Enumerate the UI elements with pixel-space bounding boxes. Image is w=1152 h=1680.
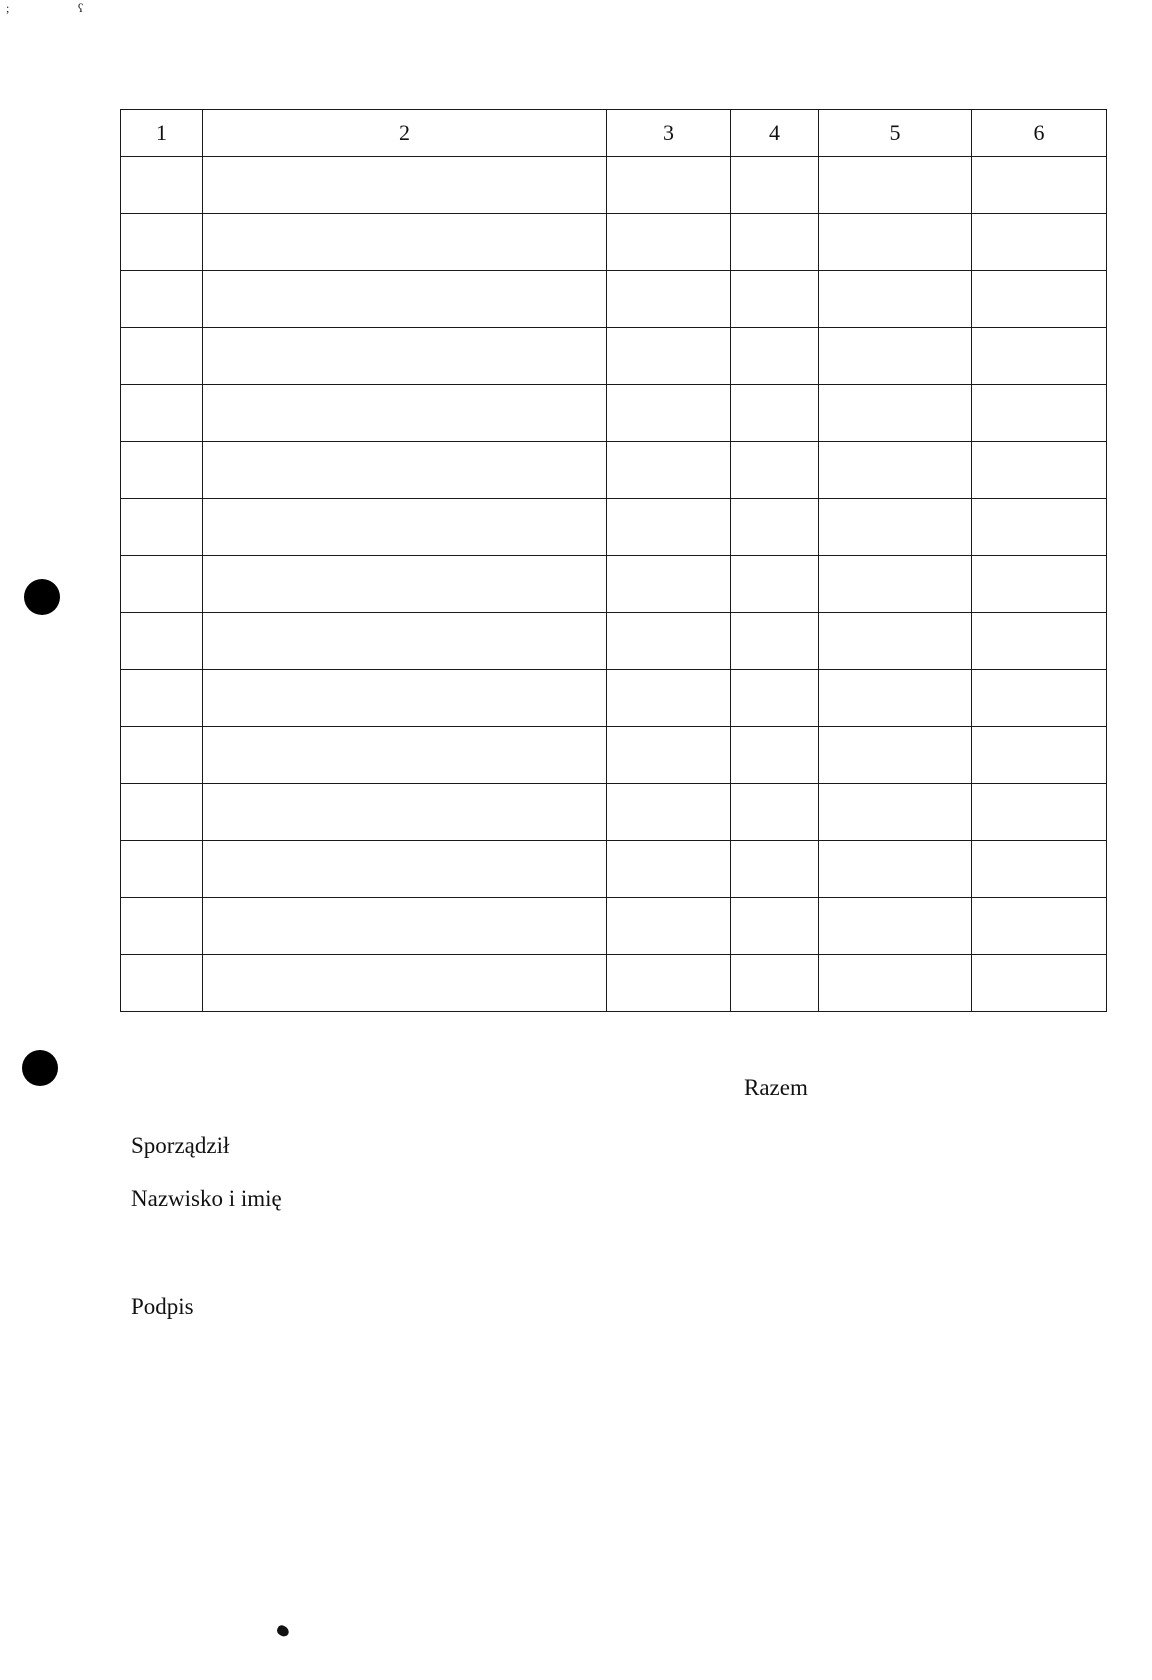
table-cell: [607, 442, 731, 499]
table-cell: [819, 670, 972, 727]
table-row: [121, 442, 1107, 499]
table-cell: [731, 157, 819, 214]
table-cell: [203, 727, 607, 784]
ink-blot: [275, 1624, 290, 1638]
table-row: [121, 157, 1107, 214]
table-row: [121, 841, 1107, 898]
table-cell: [972, 328, 1107, 385]
table-row: [121, 670, 1107, 727]
table-cell: [607, 727, 731, 784]
table-row: [121, 328, 1107, 385]
table-cell: [731, 613, 819, 670]
table-cell: [607, 385, 731, 442]
table-cell: [731, 727, 819, 784]
form-table: [120, 109, 1107, 1012]
table-cell: [607, 157, 731, 214]
column-header: 3: [607, 110, 731, 157]
column-header: 1: [121, 110, 203, 157]
table-cell: [203, 214, 607, 271]
table-cell: [121, 955, 203, 1012]
table-row: [121, 898, 1107, 955]
table-cell: [607, 271, 731, 328]
table-cell: [607, 670, 731, 727]
table-row: [121, 955, 1107, 1012]
table-cell: [203, 442, 607, 499]
table-cell: [607, 955, 731, 1012]
table-cell: [972, 556, 1107, 613]
table-cell: [972, 898, 1107, 955]
table-cell: [121, 670, 203, 727]
table-cell: [819, 271, 972, 328]
table-cell: [819, 385, 972, 442]
table-body: [121, 157, 1107, 1012]
table-cell: [203, 841, 607, 898]
signature-label: Podpis: [131, 1294, 194, 1319]
table-cell: [819, 442, 972, 499]
table-cell: [607, 898, 731, 955]
table-cell: [731, 385, 819, 442]
table-cell: [819, 841, 972, 898]
table-cell: [731, 784, 819, 841]
table-row: [121, 784, 1107, 841]
table-cell: [731, 499, 819, 556]
table-cell: [121, 499, 203, 556]
table-cell: [607, 841, 731, 898]
table-cell: [203, 613, 607, 670]
table-cell: [203, 385, 607, 442]
table-cell: [972, 670, 1107, 727]
table-row: [121, 214, 1107, 271]
table-row: [121, 499, 1107, 556]
table-cell: [203, 670, 607, 727]
table-cell: [819, 499, 972, 556]
table-cell: [819, 157, 972, 214]
table-cell: [121, 898, 203, 955]
table-cell: [731, 214, 819, 271]
table-cell: [121, 328, 203, 385]
table-cell: [731, 556, 819, 613]
table-cell: [203, 556, 607, 613]
table-cell: [731, 328, 819, 385]
table-cell: [819, 898, 972, 955]
form-table-container: [120, 109, 1106, 1012]
table-row: [121, 613, 1107, 670]
table-cell: [731, 898, 819, 955]
table-cell: [121, 385, 203, 442]
table-cell: [203, 157, 607, 214]
table-cell: [972, 499, 1107, 556]
table-cell: [731, 955, 819, 1012]
table-cell: [972, 784, 1107, 841]
punch-hole: [24, 579, 60, 615]
column-header: 5: [819, 110, 972, 157]
table-cell: [819, 328, 972, 385]
name-label: Nazwisko i imię: [131, 1186, 282, 1211]
table-row: [121, 271, 1107, 328]
table-cell: [972, 157, 1107, 214]
table-cell: [121, 556, 203, 613]
table-row: [121, 727, 1107, 784]
table-cell: [972, 214, 1107, 271]
column-header: 4: [731, 110, 819, 157]
table-cell: [121, 784, 203, 841]
table-cell: [972, 613, 1107, 670]
column-header: 2: [203, 110, 607, 157]
table-cell: [819, 556, 972, 613]
table-cell: [203, 898, 607, 955]
table-cell: [819, 613, 972, 670]
prepared-by-label: Sporządził: [131, 1133, 230, 1158]
column-header: 6: [972, 110, 1107, 157]
table-cell: [819, 214, 972, 271]
table-cell: [731, 841, 819, 898]
table-cell: [607, 556, 731, 613]
table-cell: [203, 784, 607, 841]
table-cell: [972, 955, 1107, 1012]
table-cell: [607, 784, 731, 841]
table-cell: [203, 271, 607, 328]
table-cell: [607, 613, 731, 670]
table-cell: [972, 271, 1107, 328]
table-cell: [972, 442, 1107, 499]
table-cell: [607, 499, 731, 556]
table-cell: [972, 385, 1107, 442]
table-cell: [972, 841, 1107, 898]
table-cell: [203, 328, 607, 385]
table-header-row: [121, 110, 1107, 157]
punch-hole: [22, 1050, 58, 1086]
table-cell: [121, 157, 203, 214]
scan-artifact-mark: ʕ: [78, 1, 84, 15]
table-cell: [121, 271, 203, 328]
table-row: [121, 385, 1107, 442]
table-cell: [731, 271, 819, 328]
table-cell: [121, 442, 203, 499]
table-cell: [731, 442, 819, 499]
table-cell: [607, 328, 731, 385]
total-label: Razem: [744, 1075, 808, 1100]
table-cell: [819, 955, 972, 1012]
table-cell: [819, 784, 972, 841]
table-cell: [121, 727, 203, 784]
table-cell: [121, 613, 203, 670]
scan-artifact-mark: ;: [6, 1, 10, 15]
table-cell: [121, 841, 203, 898]
table-cell: [121, 214, 203, 271]
table-cell: [972, 727, 1107, 784]
table-cell: [607, 214, 731, 271]
table-cell: [819, 727, 972, 784]
table-cell: [203, 955, 607, 1012]
table-cell: [731, 670, 819, 727]
table-row: [121, 556, 1107, 613]
table-cell: [203, 499, 607, 556]
